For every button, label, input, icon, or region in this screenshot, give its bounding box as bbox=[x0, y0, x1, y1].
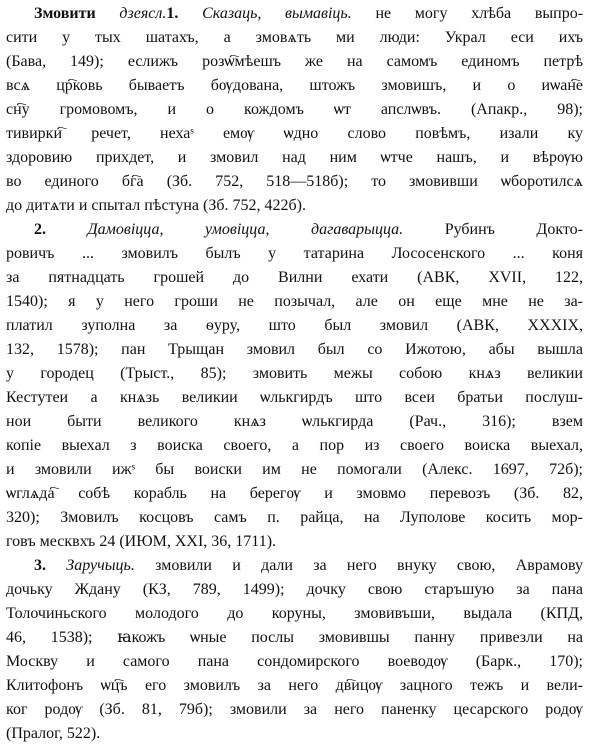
citation-line: сити у тых шатахъ, а змовѧть ми люди: Украл еси ихъ bbox=[6, 29, 583, 46]
sense-gloss: Дамовіцца, умовіцца, дагаварыцца. bbox=[87, 221, 404, 238]
sense-gloss: Заручыць. bbox=[66, 557, 135, 574]
sense-number: 2. bbox=[34, 221, 46, 238]
citation-line: 320); Змовилъ косцовъ самъ п. райца, на Луполове косить мор- bbox=[6, 509, 583, 526]
citation-line: копіе выехал з воиска своего, а пор из своего воиска выехал, bbox=[6, 437, 583, 454]
sense-number: 3. bbox=[34, 557, 46, 574]
citation-line: ѡглѧда҇ собѣ корабль на берегѹ и змовмо перевозъ (Зб. 82, bbox=[6, 485, 583, 502]
citation-line: говъ месквхъ 24 (ИЮМ, XXI, 36, 1711). bbox=[6, 533, 277, 550]
citation-line: здоровию прихдет, и змовил над ним ѡтче нашъ, и вѣрѹю bbox=[6, 149, 583, 166]
citation-line: тивирки҇ речет, нехаˢ емѹ ѡдно слово повѣмъ, изали ку bbox=[6, 125, 583, 142]
sense-2 bbox=[6, 218, 583, 554]
citation-line: Москву и самого пана сондомирского воеводѹ (Барк., 170); bbox=[6, 653, 583, 670]
citation-text: не могу хлѣба выпро- bbox=[375, 5, 583, 22]
citation-line: дочьку Ждану (КЗ, 789, 1499); дочку свою старъшую за пана bbox=[6, 581, 583, 598]
sense-line bbox=[6, 218, 583, 242]
citation-line: Кестутеи а кнѧзь великии ѡлькгирдъ што всеи братьи послуш- bbox=[6, 389, 583, 406]
citation-line: и змовили ижˢ бы воиски им не помогали (Алекс. 1697, 72б); bbox=[6, 461, 583, 478]
citation-line: 1540); я у него гроши не позычал, але он еще мне не за- bbox=[6, 293, 583, 310]
citation-line: за пятнадцать грошей до Вилни ехати (АВК, XVII, 122, bbox=[6, 269, 583, 286]
part-of-speech: дзеясл. bbox=[119, 5, 167, 22]
citation-line: во единого бг҇а (Зб. 752, 518—518б); то змовивши ѡборотилсѧ bbox=[6, 173, 583, 190]
sense-line bbox=[6, 554, 583, 578]
dictionary-entry bbox=[6, 2, 583, 746]
citation-line: (Пралог, 522). bbox=[6, 725, 101, 742]
citation-line: всѧ цр҇ковь бываетъ бѹдована, штожъ змовишъ, и о иѡан҇е bbox=[6, 77, 583, 94]
citation-text: Рубинъ Докто- bbox=[444, 221, 583, 238]
citation-line: платил зуполна за ѳуру, што был змовил (АВК, XXXIX, bbox=[6, 317, 583, 334]
entry-line bbox=[6, 2, 583, 26]
citation-line: (Бава, 149); еслижъ розѡ҇мѣешъ же на самомъ единомъ петрѣ bbox=[6, 53, 583, 70]
citation-line: ровичъ ... змовилъ былъ у татарина Лососенского ... коня bbox=[6, 245, 583, 262]
sense-number: 1. bbox=[166, 5, 179, 22]
citation-line: ког родѹ (Зб. 81, 79б); змовили за него паненку цесарского родѹ bbox=[6, 701, 583, 718]
citation-line: Толочиньского молодого до коруны, змовивъши, выдала (КПД, bbox=[6, 605, 583, 622]
citation-line: до дитѧти и спытал пѣстуна (Зб. 752, 422б). bbox=[6, 197, 306, 214]
sense-1 bbox=[6, 2, 583, 218]
citation-line: нои быти великого кнѧз ѡлькгирда (Рач., 316); взем bbox=[6, 413, 583, 430]
citation-line: 132, 1578); пан Трыщан змовил был со Ижотою, абы вышла bbox=[6, 341, 583, 358]
citation-line: сн҇у громовомъ, и о кождомъ ѡт апслѡвъ. (Апакр., 98); bbox=[6, 101, 583, 118]
sense-gloss: Сказаць, вымавіць. bbox=[202, 5, 352, 22]
citation-text: змовили и дали за него внуку свою, Аврамову bbox=[155, 557, 583, 574]
citation-line: Клитофонъ ѡц҇ъ его змовилъ за него дв҇ицѹ зацного тежъ и вели- bbox=[6, 677, 583, 694]
sense-3 bbox=[6, 554, 583, 746]
headword: Змовити bbox=[34, 5, 96, 22]
citation-line: у городец (Трыст., 85); змовить межы собою кнѧз великии bbox=[6, 365, 583, 382]
citation-line: 46, 1538); ꙗкожъ ѡные послы змовившы панну привезли на bbox=[6, 629, 583, 646]
